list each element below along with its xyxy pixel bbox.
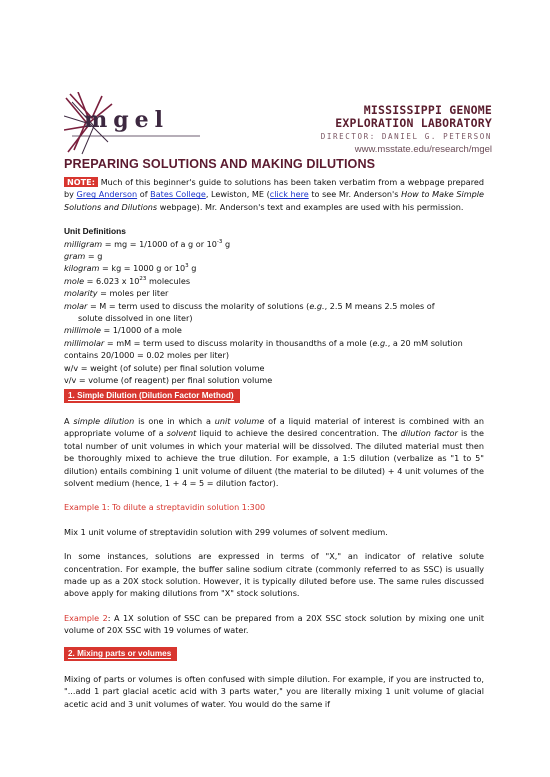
def-millimolar: millimolar = mM = term used to discuss molarity in thousandths of a mole (e.g., a 20 mM solution contains 20/1000 = 0.02 moles per liter)	[64, 337, 463, 361]
lab-header	[302, 104, 492, 155]
note-paragraph	[64, 176, 484, 213]
definitions-heading: Unit Definitions	[64, 226, 126, 237]
def-molarity: molarity = moles per liter	[64, 288, 169, 299]
source-page-title: How to Make Simple Solutions and Dilutions	[64, 189, 484, 212]
note-badge: NOTE:	[64, 177, 98, 187]
example-1-heading: Example 1: To dilute a streptavidin solution 1:300	[64, 502, 266, 513]
section-1-paragraph: A simple dilution is one in which a unit volume of a liquid material of interest is combined with an appropriate volume of a solvent liquid to achieve the desired concentration. The dilution factor is the total number of unit volumes in which your material will be dissolved. The diluted material must then be thoroughly mixed to achieve the true dilution. For example, a 1:5 dilution (verbalize as "1 to 5" dilution) entails combining 1 unit volume of diluent (the material to be diluted) + 4 unit volumes of the solvent medium (hence, 1 + 4 = 5 = dilution factor).	[64, 415, 484, 488]
page-title: PREPARING SOLUTIONS AND MAKING DILUTIONS	[64, 157, 376, 171]
note-text: Much of this beginner's guide to solutions has been taken verbatim from a webpage prepared by	[64, 177, 484, 200]
note-text: , Lewiston, ME (	[205, 189, 270, 200]
note-text: webpage). Mr. Anderson's text and examples are used with his permission.	[157, 201, 464, 212]
lab-name: MISSISSIPPI GENOME EXPLORATION LABORATORY	[335, 103, 492, 130]
def-molar: molar = M = term used to discuss the molarity of solutions (e.g., 2.5 M means 2.5 moles of	[64, 300, 435, 311]
example-2-paragraph: Example 2: A 1X solution of SSC can be prepared from a 20X SSC stock solution by mixing one unit volume of 20X SSC with 19 volumes of water.	[64, 612, 484, 636]
def-milligram: milligram = mg = 1/1000 of a g or $10^{-3}$ g	[64, 238, 231, 249]
section-2-heading: 2. Mixing parts or volumes	[64, 647, 177, 661]
document-body	[64, 176, 484, 710]
author-link[interactable]: Greg Anderson	[76, 189, 138, 200]
def-vv: v/v = volume (of reagent) per final solution volume	[64, 375, 273, 386]
def-gram: gram = g	[64, 251, 103, 262]
section-1-heading: 1. Simple Dilution (Dilution Factor Method)	[64, 389, 240, 403]
def-millimole: millimole = 1/1000 of a mole	[64, 325, 182, 336]
def-mole: mole = 6.023 x $10^{23}$ molecules	[64, 275, 191, 286]
def-kilogram: kilogram = kg = 1000 g or $10^3$ g	[64, 263, 197, 274]
note-text: of	[137, 189, 151, 200]
lab-director: DIRECTOR: DANIEL G. PETERSON	[320, 132, 492, 141]
college-link[interactable]: Bates College	[150, 189, 206, 200]
def-molar-cont: solute dissolved in one liter)	[78, 313, 193, 324]
def-wv: w/v = weight (of solute) per final solution volume	[64, 362, 265, 373]
lab-url: www.msstate.edu/research/mgel	[354, 144, 492, 155]
x-solutions-paragraph: In some instances, solutions are expressed in terms of "X," an indicator of relative solute concentration. For example, the buffer saline sodium citrate (commonly referred to as SSC) is usually made up as a 20X stock solution. However, it is typically diluted before use. The same rules discussed above apply for making dilutions from "X" stock solutions.	[64, 551, 484, 599]
mgel-logo	[64, 92, 204, 156]
example-1-body: Mix 1 unit volume of streptavidin solution with 299 volumes of solvent medium.	[64, 526, 388, 537]
logo-text: mgel	[84, 107, 170, 133]
note-text: to see Mr. Anderson's	[308, 189, 402, 200]
section-2-paragraph: Mixing of parts or volumes is often confused with simple dilution. For example, if you are instructed to, "...add 1 part glacial acetic acid with 3 parts water," you are literally mixing 1 unit volume of glacial acetic acid and 3 unit volumes of water. You would do the same if	[64, 674, 484, 709]
click-here-link[interactable]: click here	[269, 189, 309, 200]
